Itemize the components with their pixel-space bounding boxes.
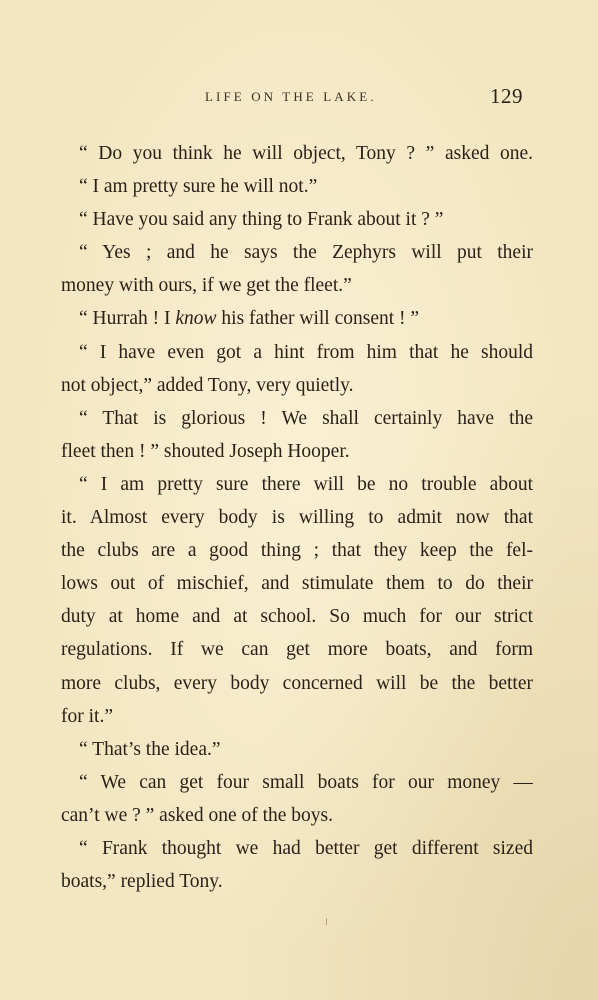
text-line: “ Do you think he will object, Tony ? ” asked one. — [79, 143, 533, 164]
page-number: 129 — [490, 84, 523, 108]
print-mark — [326, 918, 327, 925]
text-line: can’t we ? ” asked one of the boys. — [61, 804, 334, 826]
text-line: lows out of mischief, and stimulate them to do their — [61, 573, 533, 595]
text-line: more clubs, every body concerned will be the better — [61, 672, 533, 694]
text-line: for it.” — [61, 705, 113, 727]
text-line: “ That’s the idea.” — [79, 738, 221, 760]
text-line: “ I have even got a hint from him that he should — [79, 341, 533, 363]
body-text — [61, 137, 533, 898]
text-line: regulations. If we can get more boats, and form — [61, 639, 533, 661]
running-head-title: LIFE ON THE LAKE. — [205, 89, 377, 104]
text-line: it. Almost every body is willing to admit now that — [61, 507, 533, 529]
text-line: “ I am pretty sure he will not.” — [79, 176, 318, 198]
text-line — [61, 302, 533, 335]
text-line: “ Have you said any thing to Frank about it ? ” — [79, 209, 444, 231]
text-line: boats,” replied Tony. — [61, 871, 223, 893]
text-line: money with ours, if we get the fleet.” — [61, 275, 352, 297]
text-line: fleet then ! ” shouted Joseph Hooper. — [61, 440, 350, 462]
emphasized-word: know — [175, 308, 217, 330]
text-line: “ Yes ; and he says the Zephyrs will put their — [79, 242, 533, 264]
text-line: “ I am pretty sure there will be no trouble about — [79, 473, 533, 495]
text-line: “ Frank thought we had better get different sized — [79, 837, 533, 859]
running-head — [0, 86, 598, 110]
text-line: the clubs are a good thing ; that they keep the fel- — [61, 540, 533, 562]
text-line: “ That is glorious ! We shall certainly have the — [79, 407, 533, 429]
text-line: “ We can get four small boats for our money — — [79, 771, 533, 793]
text-line: duty at home and at school. So much for our strict — [61, 606, 533, 628]
text-segment: his father will consent ! ” — [216, 308, 420, 330]
text-segment: “ Hurrah ! I — [79, 308, 176, 330]
text-line: not object,” added Tony, very quietly. — [61, 374, 354, 396]
